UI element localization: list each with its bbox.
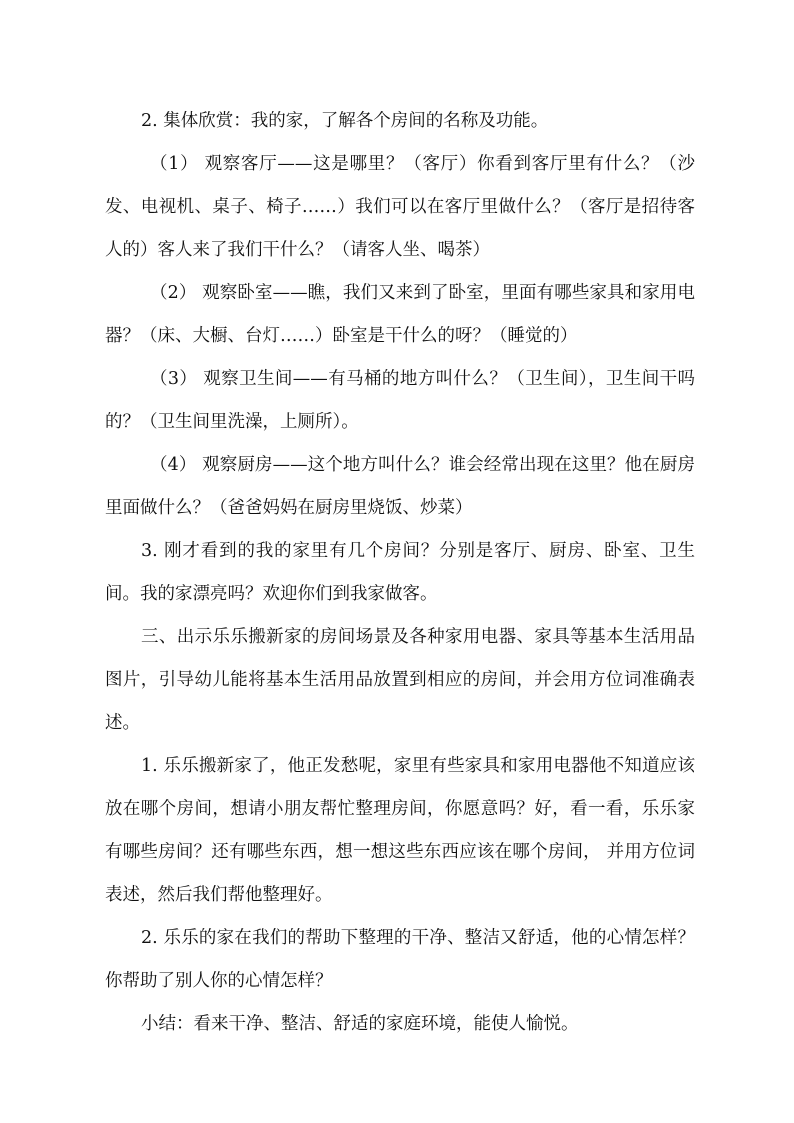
- paragraph-moving-house: 1. 乐乐搬新家了，他正发愁呢，家里有些家具和家用电器他不知道应该放在哪个房间，想请小朋友帮忙整理房间，你愿意吗？好，看一看，乐乐家有哪些房间？还有哪些东西，想一想这些东西应该在哪个房间， 并用方位词表述，然后我们帮他整理好。: [105, 756, 695, 905]
- paragraph-mood: 2. 乐乐的家在我们的帮助下整理的干净、整洁又舒适，他的心情怎样？你帮助了别人你的心情怎样？: [105, 928, 695, 991]
- paragraph-bedroom: （2） 观察卧室——瞧，我们又来到了卧室，里面有哪些家具和家用电器？（床、大橱、台灯……）卧室是干什么的呀？（睡觉的）: [105, 283, 695, 346]
- paragraph-summary: 小结：看来干净、整洁、舒适的家庭环境，能使人愉悦。: [141, 1014, 579, 1034]
- paragraph-bathroom: （3） 观察卫生间——有马桶的地方叫什么？（卫生间），卫生间干吗的？（卫生间里洗澡，上厕所）。: [105, 369, 695, 432]
- paragraph-collective-appreciation: 2. 集体欣赏：我的家，了解各个房间的名称及功能。: [141, 111, 549, 131]
- document-body: [105, 100, 695, 1046]
- paragraph-section-three: 三、出示乐乐搬新家的房间场景及各种家用电器、家具等基本生活用品图片，引导幼儿能将基本生活用品放置到相应的房间，并会用方位词准确表述。: [105, 627, 695, 733]
- paragraph-living-room: （1） 观察客厅——这是哪里？（客厅）你看到客厅里有什么？（沙发、电视机、桌子、椅子……）我们可以在客厅里做什么？（客厅是招待客人的）客人来了我们干什么？（请客人坐、喝茶）: [105, 154, 695, 260]
- paragraph-room-count: 3. 刚才看到的我的家里有几个房间？分别是客厅、厨房、卧室、卫生间。我的家漂亮吗？欢迎你们到我家做客。: [105, 541, 695, 604]
- paragraph-kitchen: （4） 观察厨房——这个地方叫什么？谁会经常出现在这里？他在厨房里面做什么？（爸爸妈妈在厨房里烧饭、炒菜）: [105, 455, 695, 518]
